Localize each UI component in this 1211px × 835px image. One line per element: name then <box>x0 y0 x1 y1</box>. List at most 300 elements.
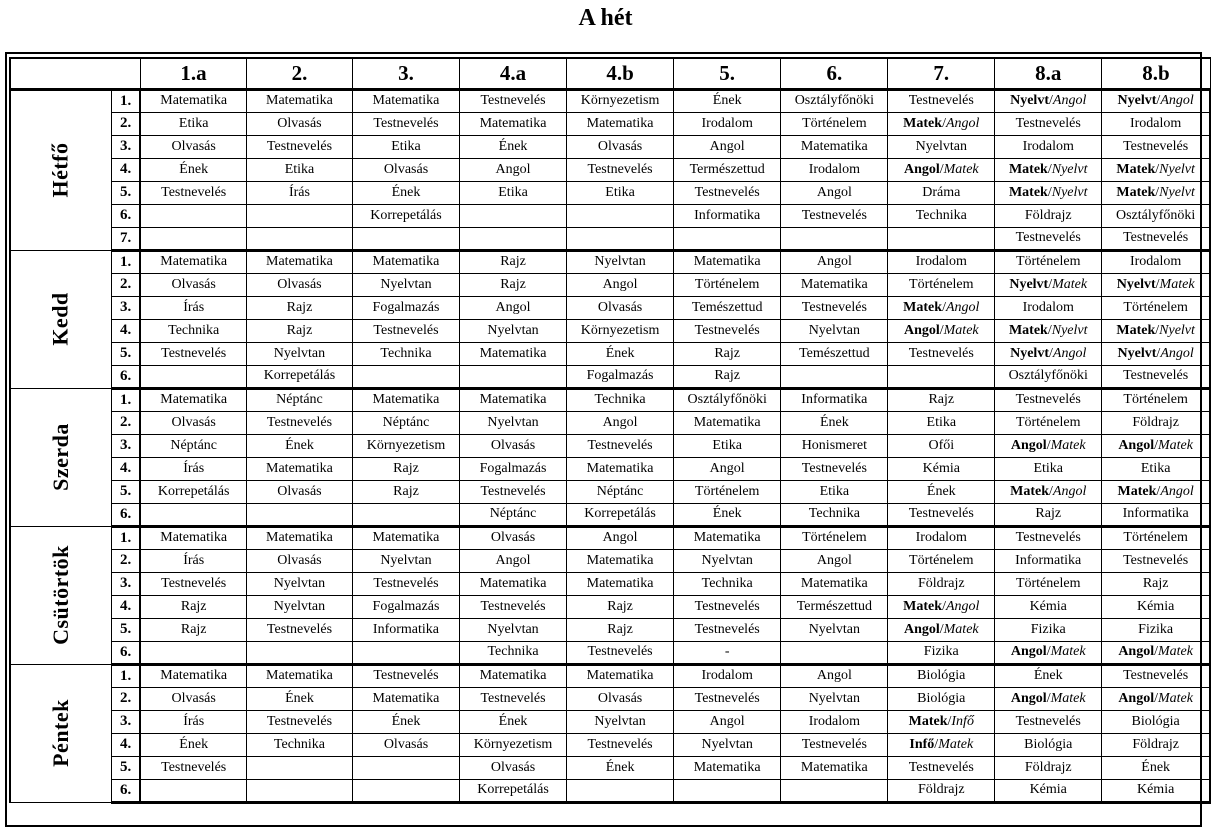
lesson-cell: Földrajz <box>888 572 995 595</box>
lesson-part: Angol <box>1118 437 1155 453</box>
lesson-cell <box>352 503 459 526</box>
period-number: 2. <box>111 273 140 296</box>
lesson-cell: Matematika <box>460 664 567 687</box>
lesson-cell: Irodalom <box>995 135 1102 158</box>
lesson-cell: Irodalom <box>781 158 888 181</box>
lesson-cell: Angol <box>460 549 567 572</box>
lesson-cell: Matematika <box>140 89 246 112</box>
period-number: 1. <box>111 250 140 273</box>
lesson-cell <box>995 158 1102 181</box>
lesson-cell: Írás <box>140 457 246 480</box>
lesson-part: Infő <box>951 713 974 729</box>
lesson-cell: Ének <box>460 135 567 158</box>
lesson-part: / <box>1155 276 1160 292</box>
lesson-part: Matek <box>1052 276 1088 292</box>
lesson-cell: Matematika <box>140 250 246 273</box>
period-row <box>10 641 1210 664</box>
lesson-cell: Matematika <box>460 388 567 411</box>
lesson-cell: Rajz <box>246 319 352 342</box>
lesson-cell <box>888 296 995 319</box>
lesson-cell: Angol <box>567 411 674 434</box>
lesson-cell: Angol <box>781 664 888 687</box>
lesson-cell <box>246 756 352 779</box>
lesson-part: Nyelvt <box>1010 93 1049 108</box>
lesson-cell: Korrepetálás <box>567 503 674 526</box>
lesson-cell <box>888 365 995 388</box>
lesson-cell: Olvasás <box>460 434 567 457</box>
lesson-cell: Korrepetálás <box>140 480 246 503</box>
lesson-cell: Korrepetálás <box>246 365 352 388</box>
lesson-part: Matek <box>1008 184 1048 200</box>
lesson-cell: Nyelvtan <box>781 687 888 710</box>
timetable-body <box>10 89 1210 802</box>
lesson-cell: Osztályfőnöki <box>1102 204 1210 227</box>
lesson-cell <box>995 273 1102 296</box>
lesson-part: / <box>1155 184 1160 200</box>
lesson-cell: Történelem <box>1102 296 1210 319</box>
lesson-cell: Testnevelés <box>352 319 459 342</box>
lesson-cell <box>460 204 567 227</box>
lesson-part: Nyelvt <box>1009 276 1049 292</box>
lesson-cell: Történelem <box>1102 388 1210 411</box>
lesson-cell: Testnevelés <box>781 733 888 756</box>
lesson-cell <box>246 503 352 526</box>
lesson-part: / <box>1048 276 1053 292</box>
period-row <box>10 411 1210 434</box>
lesson-cell: Testnevelés <box>246 710 352 733</box>
lesson-cell: Informatika <box>781 388 888 411</box>
lesson-cell: Testnevelés <box>1102 227 1210 250</box>
lesson-cell: Matematika <box>140 664 246 687</box>
period-number: 1. <box>111 664 140 687</box>
lesson-cell: Testnevelés <box>674 181 781 204</box>
lesson-cell: Nyelvtan <box>352 273 459 296</box>
lesson-cell <box>567 204 674 227</box>
period-number: 4. <box>111 457 140 480</box>
lesson-cell: Rajz <box>567 595 674 618</box>
lesson-cell <box>674 779 781 802</box>
lesson-part: Nyelvt <box>1116 276 1156 292</box>
lesson-cell: Testnevelés <box>140 756 246 779</box>
lesson-cell: Testnevelés <box>460 480 567 503</box>
lesson-cell: Testnevelés <box>140 572 246 595</box>
lesson-cell <box>140 779 246 802</box>
lesson-cell: Testnevelés <box>995 710 1102 733</box>
class-header: 8.a <box>995 58 1102 89</box>
lesson-cell: Matematika <box>246 457 352 480</box>
lesson-part: Nyelvt <box>1010 345 1049 361</box>
period-row <box>10 480 1210 503</box>
lesson-cell <box>140 227 246 250</box>
lesson-cell: Irodalom <box>1102 250 1210 273</box>
lesson-cell <box>1102 89 1210 112</box>
lesson-cell: Angol <box>567 273 674 296</box>
lesson-cell: Nyelvtan <box>674 733 781 756</box>
lesson-part: Nyelvt <box>1051 184 1088 200</box>
lesson-cell <box>888 595 995 618</box>
lesson-cell: Korrepetálás <box>460 779 567 802</box>
lesson-part: / <box>1046 690 1051 706</box>
lesson-cell: Temészettud <box>781 342 888 365</box>
day-label: Kedd <box>47 292 73 346</box>
period-number: 3. <box>111 572 140 595</box>
lesson-cell: Nyelvtan <box>246 342 352 365</box>
period-row <box>10 549 1210 572</box>
lesson-cell: Kémia <box>888 457 995 480</box>
lesson-cell: Kémia <box>995 595 1102 618</box>
lesson-cell: Néptánc <box>567 480 674 503</box>
lesson-cell: Irodalom <box>674 112 781 135</box>
lesson-cell: Rajz <box>352 480 459 503</box>
lesson-cell: Kémia <box>1102 779 1210 802</box>
lesson-cell: Matematika <box>246 89 352 112</box>
lesson-cell: Matematika <box>567 572 674 595</box>
lesson-part: Angol <box>903 621 940 637</box>
lesson-cell: Osztályfőnöki <box>995 365 1102 388</box>
lesson-cell: Földrajz <box>995 204 1102 227</box>
lesson-cell: Ofői <box>888 434 995 457</box>
period-row <box>10 595 1210 618</box>
lesson-cell: Testnevelés <box>674 687 781 710</box>
lesson-cell: Rajz <box>1102 572 1210 595</box>
lesson-cell: Testnevelés <box>246 618 352 641</box>
lesson-cell: Rajz <box>140 618 246 641</box>
lesson-cell: Testnevelés <box>888 342 995 365</box>
lesson-cell: Matematika <box>460 572 567 595</box>
lesson-cell: Technika <box>460 641 567 664</box>
lesson-cell: Technika <box>567 388 674 411</box>
lesson-cell <box>995 319 1102 342</box>
lesson-cell <box>888 733 995 756</box>
lesson-cell <box>888 112 995 135</box>
lesson-cell: Matematika <box>674 756 781 779</box>
lesson-cell: Ének <box>352 710 459 733</box>
lesson-cell: Testnevelés <box>781 204 888 227</box>
lesson-part: Matek <box>1116 184 1156 200</box>
lesson-cell: Irodalom <box>1102 112 1210 135</box>
lesson-cell: Történelem <box>995 250 1102 273</box>
lesson-cell: Testnevelés <box>781 457 888 480</box>
lesson-cell: Osztályfőnöki <box>781 89 888 112</box>
lesson-cell: Ének <box>460 710 567 733</box>
lesson-part: Infő <box>909 736 935 752</box>
lesson-part: Matek <box>1116 161 1156 177</box>
period-row <box>10 526 1210 549</box>
lesson-cell: Testnevelés <box>674 595 781 618</box>
lesson-cell: Testnevelés <box>352 664 459 687</box>
lesson-cell <box>352 227 459 250</box>
period-number: 7. <box>111 227 140 250</box>
period-row <box>10 687 1210 710</box>
lesson-cell: Matematika <box>352 250 459 273</box>
lesson-part: Matek <box>1008 161 1048 177</box>
lesson-cell: Nyelvtan <box>888 135 995 158</box>
lesson-cell: Rajz <box>888 388 995 411</box>
lesson-cell: Testnevelés <box>567 158 674 181</box>
lesson-cell <box>1102 641 1210 664</box>
lesson-cell: Fogalmazás <box>460 457 567 480</box>
period-number: 5. <box>111 480 140 503</box>
period-number: 4. <box>111 595 140 618</box>
lesson-part: Angol <box>903 161 940 177</box>
lesson-cell: Nyelvtan <box>246 595 352 618</box>
lesson-part: / <box>1155 161 1160 177</box>
lesson-cell: Testnevelés <box>674 618 781 641</box>
lesson-cell: Rajz <box>674 342 781 365</box>
lesson-part: Angol <box>945 598 980 614</box>
lesson-cell: Matematika <box>781 572 888 595</box>
period-number: 4. <box>111 158 140 181</box>
lesson-cell: Olvasás <box>140 273 246 296</box>
period-row <box>10 503 1210 526</box>
lesson-cell: Biológia <box>888 687 995 710</box>
lesson-cell: Matematika <box>781 756 888 779</box>
period-row <box>10 388 1210 411</box>
lesson-cell: Informatika <box>352 618 459 641</box>
period-number: 2. <box>111 411 140 434</box>
lesson-cell: Fogalmazás <box>567 365 674 388</box>
lesson-cell: Matematika <box>567 112 674 135</box>
lesson-cell: Testnevelés <box>888 89 995 112</box>
lesson-cell: Etika <box>888 411 995 434</box>
lesson-cell: Történelem <box>995 572 1102 595</box>
class-header: 4.b <box>567 58 674 89</box>
lesson-part: / <box>1047 161 1052 177</box>
lesson-cell: Informatika <box>1102 503 1210 526</box>
lesson-part: / <box>1155 322 1160 338</box>
lesson-part: Matek <box>1050 690 1086 706</box>
period-number: 3. <box>111 296 140 319</box>
lesson-cell: Néptánc <box>246 388 352 411</box>
lesson-cell: Etika <box>995 457 1102 480</box>
lesson-cell <box>1102 273 1210 296</box>
lesson-cell: Történelem <box>781 526 888 549</box>
lesson-cell <box>1102 319 1210 342</box>
lesson-cell: Angol <box>781 250 888 273</box>
period-number: 2. <box>111 549 140 572</box>
lesson-cell: Matematika <box>352 526 459 549</box>
lesson-part: Angol <box>945 115 980 131</box>
lesson-part: Matek <box>1010 483 1049 499</box>
lesson-cell: Irodalom <box>888 250 995 273</box>
header-corner <box>10 58 140 89</box>
lesson-cell <box>140 503 246 526</box>
lesson-part: / <box>939 322 944 338</box>
period-row <box>10 227 1210 250</box>
lesson-cell: Földrajz <box>888 779 995 802</box>
lesson-cell: Testnevelés <box>140 342 246 365</box>
lesson-cell: Testnevelés <box>1102 135 1210 158</box>
period-number: 5. <box>111 618 140 641</box>
day-label-cell <box>10 250 111 388</box>
lesson-cell: Biológia <box>1102 710 1210 733</box>
lesson-cell <box>246 204 352 227</box>
lesson-cell: Írás <box>140 549 246 572</box>
period-number: 4. <box>111 733 140 756</box>
lesson-cell: Matematika <box>781 273 888 296</box>
lesson-part: Angol <box>903 322 940 338</box>
lesson-cell: Írás <box>140 296 246 319</box>
lesson-cell: Ének <box>567 756 674 779</box>
lesson-cell: Testnevelés <box>140 181 246 204</box>
lesson-cell <box>352 641 459 664</box>
lesson-cell <box>995 480 1102 503</box>
lesson-cell: Matematika <box>674 526 781 549</box>
lesson-part: / <box>1049 93 1053 108</box>
lesson-cell: Testnevelés <box>246 411 352 434</box>
lesson-cell: Történelem <box>995 411 1102 434</box>
lesson-cell: Irodalom <box>995 296 1102 319</box>
lesson-cell: Nyelvtan <box>460 319 567 342</box>
lesson-part: Angol <box>1160 93 1194 108</box>
lesson-part: Angol <box>1052 93 1087 108</box>
lesson-cell: Testnevelés <box>460 89 567 112</box>
lesson-cell <box>460 227 567 250</box>
lesson-cell: Fogalmazás <box>352 595 459 618</box>
lesson-cell: Etika <box>352 135 459 158</box>
lesson-cell: Ének <box>995 664 1102 687</box>
lesson-cell: Matematika <box>567 664 674 687</box>
lesson-cell: Fizika <box>995 618 1102 641</box>
lesson-cell: Természettud <box>781 595 888 618</box>
day-label-cell <box>10 664 111 802</box>
lesson-part: Matek <box>943 161 979 177</box>
lesson-cell: Ének <box>140 158 246 181</box>
lesson-part: Matek <box>1159 276 1195 292</box>
class-header: 1.a <box>140 58 246 89</box>
period-row <box>10 158 1210 181</box>
lesson-cell <box>674 227 781 250</box>
lesson-part: Angol <box>1118 690 1155 706</box>
lesson-cell: Ének <box>781 411 888 434</box>
lesson-cell: Dráma <box>888 181 995 204</box>
class-header-row <box>10 58 1210 89</box>
lesson-part: Matek <box>903 299 943 315</box>
period-number: 5. <box>111 181 140 204</box>
lesson-part: Nyelvt <box>1159 184 1195 200</box>
period-number: 6. <box>111 365 140 388</box>
lesson-cell: Testnevelés <box>567 733 674 756</box>
lesson-part: Matek <box>1116 322 1156 338</box>
lesson-cell <box>995 687 1102 710</box>
lesson-cell: Ének <box>1102 756 1210 779</box>
lesson-cell <box>246 779 352 802</box>
lesson-cell: Olvasás <box>246 112 352 135</box>
class-header: 8.b <box>1102 58 1210 89</box>
lesson-cell: Testnevelés <box>995 526 1102 549</box>
lesson-cell <box>781 227 888 250</box>
class-header: 5. <box>674 58 781 89</box>
lesson-part: Nyelvt <box>1117 93 1157 108</box>
lesson-cell: Testnevelés <box>246 135 352 158</box>
period-row <box>10 89 1210 112</box>
lesson-cell <box>888 710 995 733</box>
lesson-part: Matek <box>1008 322 1048 338</box>
lesson-cell: Ének <box>674 89 781 112</box>
lesson-cell: Nyelvtan <box>246 572 352 595</box>
lesson-cell: Olvasás <box>460 756 567 779</box>
period-number: 2. <box>111 687 140 710</box>
lesson-part: / <box>1156 345 1161 361</box>
lesson-cell: Ének <box>888 480 995 503</box>
day-label: Hétfő <box>47 142 73 198</box>
lesson-cell: Nyelvtan <box>781 319 888 342</box>
lesson-cell: Rajz <box>140 595 246 618</box>
lesson-cell: Nyelvtan <box>352 549 459 572</box>
lesson-cell: Földrajz <box>995 756 1102 779</box>
lesson-cell <box>995 434 1102 457</box>
lesson-cell: Olvasás <box>246 480 352 503</box>
lesson-part: / <box>939 621 944 637</box>
lesson-cell: Biológia <box>888 664 995 687</box>
period-number: 6. <box>111 779 140 802</box>
period-row <box>10 710 1210 733</box>
lesson-cell: Informatika <box>995 549 1102 572</box>
lesson-part: Angol <box>1052 483 1087 499</box>
class-header: 4.a <box>460 58 567 89</box>
lesson-part: Angol <box>1052 345 1087 361</box>
lesson-cell <box>781 365 888 388</box>
lesson-cell: Olvasás <box>352 733 459 756</box>
lesson-part: Nyelvt <box>1159 322 1195 338</box>
lesson-cell: Korrepetálás <box>352 204 459 227</box>
lesson-cell: Ének <box>674 503 781 526</box>
lesson-part: / <box>1154 644 1158 659</box>
lesson-cell <box>246 227 352 250</box>
lesson-part: / <box>942 299 946 315</box>
lesson-cell: Etika <box>567 181 674 204</box>
page-title: A hét <box>578 5 633 31</box>
lesson-cell: Technika <box>246 733 352 756</box>
lesson-cell: Olvasás <box>140 687 246 710</box>
lesson-cell: Rajz <box>995 503 1102 526</box>
lesson-cell: Néptánc <box>352 411 459 434</box>
lesson-cell: Olvasás <box>567 687 674 710</box>
day-label-cell <box>10 388 111 526</box>
lesson-cell: Testnevelés <box>352 112 459 135</box>
lesson-cell: Testnevelés <box>781 296 888 319</box>
lesson-cell: Fizika <box>1102 618 1210 641</box>
lesson-cell <box>995 641 1102 664</box>
period-row <box>10 112 1210 135</box>
lesson-cell: Technika <box>888 204 995 227</box>
period-row <box>10 319 1210 342</box>
lesson-cell: Testnevelés <box>567 434 674 457</box>
lesson-cell: Kémia <box>1102 595 1210 618</box>
lesson-cell: Nyelvtan <box>567 250 674 273</box>
period-row <box>10 733 1210 756</box>
lesson-cell: Etika <box>674 434 781 457</box>
lesson-part: / <box>1047 184 1052 200</box>
lesson-part: / <box>1047 322 1052 338</box>
lesson-cell: Etika <box>246 158 352 181</box>
lesson-cell <box>995 342 1102 365</box>
lesson-cell: Testnevelés <box>888 756 995 779</box>
period-number: 4. <box>111 319 140 342</box>
lesson-cell: - <box>674 641 781 664</box>
lesson-cell: Rajz <box>460 273 567 296</box>
lesson-part: / <box>942 115 946 131</box>
period-row <box>10 618 1210 641</box>
lesson-cell: Nyelvtan <box>674 549 781 572</box>
class-header: 2. <box>246 58 352 89</box>
lesson-part: / <box>947 713 952 729</box>
lesson-cell: Matematika <box>352 687 459 710</box>
lesson-cell: Fizika <box>888 641 995 664</box>
lesson-part: / <box>1046 437 1051 453</box>
lesson-cell <box>352 779 459 802</box>
period-number: 1. <box>111 388 140 411</box>
